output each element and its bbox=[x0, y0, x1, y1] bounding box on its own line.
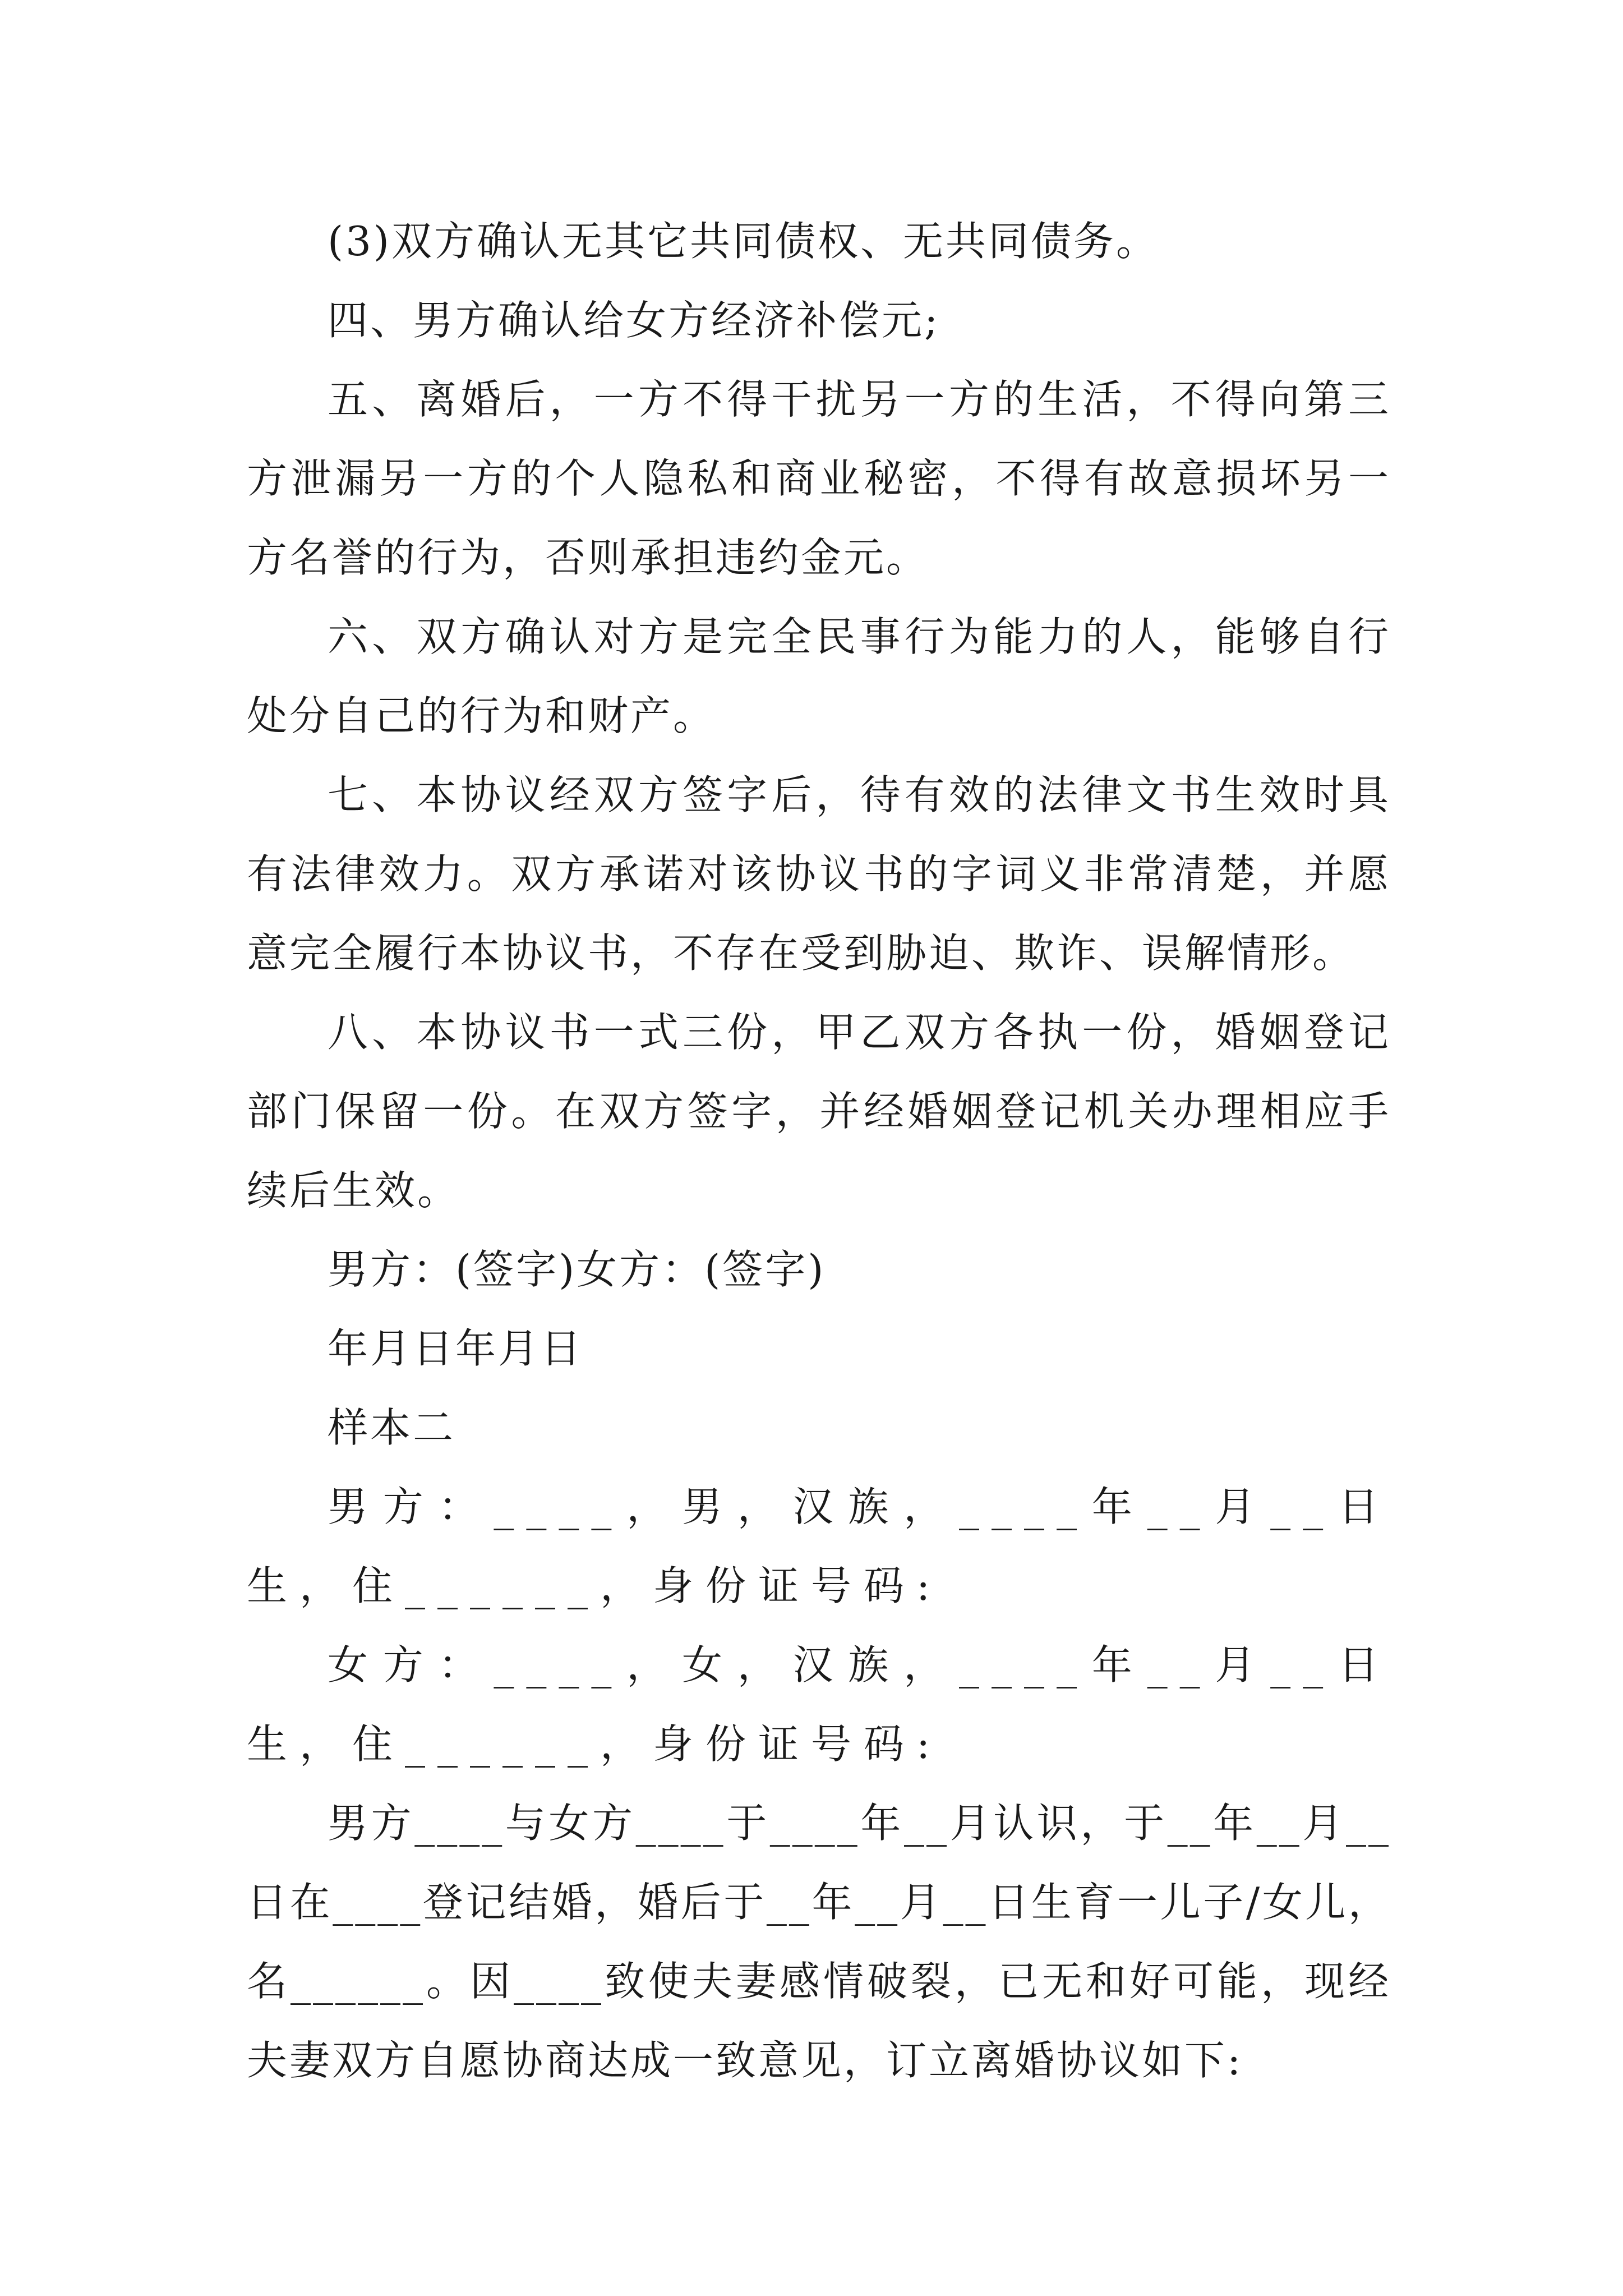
paragraph-man-info: 男方：____，男，汉族，____年__月__日生，住______，身份证号码: bbox=[247, 1483, 1391, 1609]
paragraph-woman-info: 女方：____，女，汉族，____年__月__日生，住______，身份证号码: bbox=[247, 1641, 1391, 1768]
document-body bbox=[247, 202, 1391, 2100]
date-line: 年月日年月日 bbox=[328, 1325, 584, 1372]
paragraph-clause-four: 四、男方确认给女方经济补偿元; bbox=[328, 297, 940, 344]
paragraph-debt-confirmation: (3)双方确认无其它共同债权、无共同债务。 bbox=[328, 218, 1159, 265]
paragraph-clause-seven: 七、本协议经双方签字后，待有效的法律文书生效时具有法律效力。双方承诺对该协议书的字词义非常清楚，并愿意完全履行本协议书，不存在受到胁迫、欺诈、误解情形。 bbox=[247, 771, 1391, 977]
paragraph-marriage-background: 男方____与女方____于____年__月认识，于__年__月__日在____登记结婚，婚后于__年__月__日生育一儿子/女儿，名______。因____致使夫妻感情破裂，已无和好可能，现经夫妻双方自愿协商达成一致意见，订立离婚协议如下: bbox=[247, 1800, 1391, 2084]
signature-line: 男方：(签字)女方：(签字) bbox=[328, 1246, 826, 1293]
paragraph-clause-eight: 八、本协议书一式三份，甲乙双方各执一份，婚姻登记部门保留一份。在双方签字，并经婚姻登记机关办理相应手续后生效。 bbox=[247, 1009, 1391, 1214]
sample-two-heading: 样本二 bbox=[328, 1404, 456, 1451]
paragraph-clause-five: 五、离婚后，一方不得干扰另一方的生活，不得向第三方泄漏另一方的个人隐私和商业秘密，不得有故意损坏另一方名誉的行为，否则承担违约金元。 bbox=[247, 376, 1391, 581]
paragraph-clause-six: 六、双方确认对方是完全民事行为能力的人，能够自行处分自己的行为和财产。 bbox=[247, 613, 1391, 739]
